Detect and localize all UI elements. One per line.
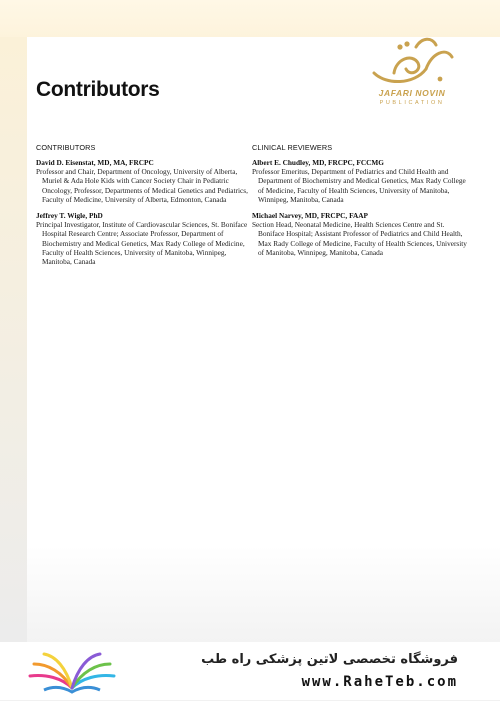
contributor-affiliation: Professor and Chair, Department of Oncology, University of Alberta, Muriel & Ada Hole Kids with Cancer Society Chair in Pediatric Oncology, Professor, Departments of Medical Genetics and Pediatrics, Faculty of Medicine, University of Alberta, Edmonton, Canada: [36, 167, 248, 204]
reviewer-entry: [252, 158, 467, 204]
open-book-rainbow-icon: [22, 648, 122, 696]
store-website-link[interactable]: www.RaheTeb.com: [301, 674, 458, 690]
contributors-heading: CONTRIBUTORS: [36, 143, 96, 152]
logo-subtitle: PUBLICATION: [379, 100, 445, 106]
page-title: Contributors: [36, 78, 160, 101]
top-band: [0, 0, 500, 37]
reviewers-heading: CLINICAL REVIEWERS: [252, 143, 333, 152]
contributor-entry: [36, 158, 251, 204]
publisher-logo: [352, 33, 472, 117]
reviewer-affiliation: Professor Emeritus, Department of Pediatrics and Child Health and Department of Biochemistry and Medical Genetics, Max Rady College of Medicine, Faculty of Health Sciences, University of Manitoba, Winnipeg, Manitoba, Canada: [252, 167, 466, 204]
store-footer: [0, 642, 500, 700]
contributor-name: David D. Eisenstat, MD, MA, FRCPC: [36, 158, 154, 167]
document-page: [27, 37, 500, 642]
reviewer-affiliation: Section Head, Neonatal Medicine, Health Sciences Centre and St. Boniface Hospital; Assistant Professor of Pediatrics and Child Health, Max Rady College of Medicine, Faculty of Health Sciences, University of Manitoba, Winnipeg, Manitoba, Canada: [252, 220, 467, 258]
store-name-persian: فروشگاه تخصصی لاتین پزشکی راه طب: [201, 652, 458, 667]
contributor-name: Jeffrey T. Wigle, PhD: [36, 211, 103, 221]
left-band: [0, 37, 27, 642]
reviewer-name: Albert E. Chudley, MD, FRCPC, FCCMG: [252, 158, 384, 167]
calligraphy-logo-icon: [366, 33, 458, 89]
contributor-entry: [36, 211, 251, 266]
logo-name: JAFARI NOVIN: [378, 88, 446, 98]
contributor-affiliation: Principal Investigator, Institute of Cardiovascular Sciences, St. Boniface Hospital Research Centre; Associate Professor, Department of Biochemistry and Medical Genetics, Max Rady College of Medicine, Faculty of Health Sciences, University of Manitoba, Winnipeg, Manitoba, Canada: [36, 220, 248, 267]
reviewers-column: [252, 143, 467, 264]
contributors-column: [36, 143, 251, 274]
reviewer-entry: [252, 211, 467, 257]
reviewer-name: Michael Narvey, MD, FRCPC, FAAP: [252, 211, 368, 221]
